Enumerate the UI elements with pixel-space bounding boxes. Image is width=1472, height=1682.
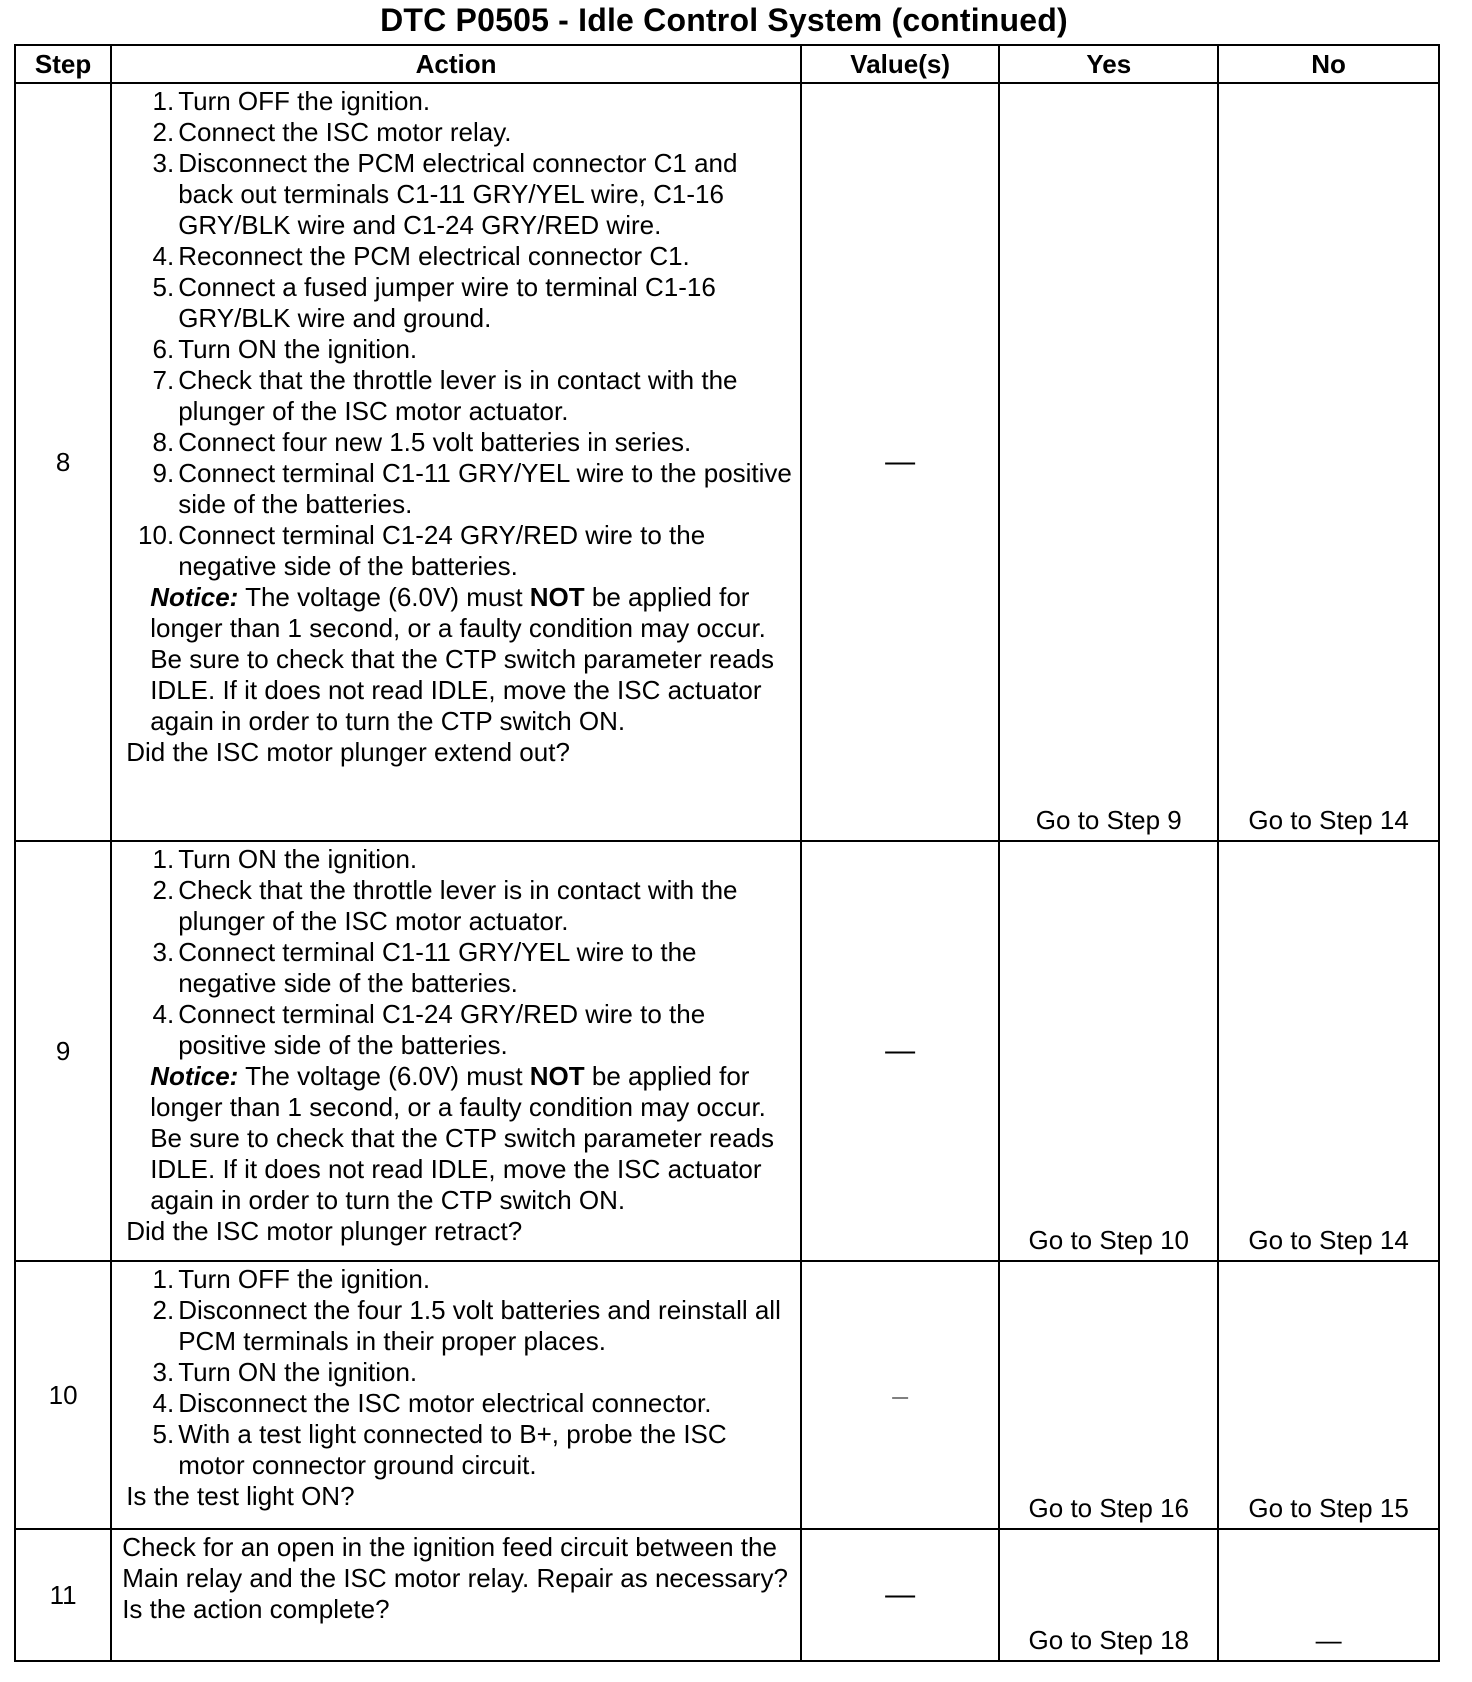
action-step: 4. Disconnect the ISC motor electrical connector. xyxy=(152,1388,712,1418)
step-number: 11 xyxy=(15,1529,111,1661)
action-step: 9. Connect terminal C1-11 GRY/YEL wire to the positive side of the batteries. xyxy=(152,458,792,519)
step-number: 9 xyxy=(15,841,111,1261)
question-text: Did the ISC motor plunger extend out? xyxy=(126,737,570,767)
action-steps xyxy=(126,844,792,1061)
notice-text: Notice: The voltage (6.0V) must NOT be applied for longer than 1 second, or a faulty condition may occur. Be sure to check that the CTP switch parameter reads IDLE. If it does not read IDLE, move the ISC actuator again in order to turn the CTP switch ON. xyxy=(150,582,775,736)
value-cell: — xyxy=(801,1261,1000,1529)
diagnostic-table xyxy=(14,44,1440,1662)
value-cell: — xyxy=(801,83,1000,841)
yes-link[interactable]: Go to Step 9 xyxy=(999,83,1218,841)
action-step: 6. Turn ON the ignition. xyxy=(152,334,418,364)
action-step: 2. Connect the ISC motor relay. xyxy=(152,117,512,147)
action-step: 1. Turn OFF the ignition. xyxy=(152,1264,431,1294)
action-step: 3. Connect terminal C1-11 GRY/YEL wire to the negative side of the batteries. xyxy=(152,937,697,998)
notice-text: Notice: The voltage (6.0V) must NOT be applied for longer than 1 second, or a faulty condition may occur. Be sure to check that the CTP switch parameter reads IDLE. If it does not read IDLE, move the ISC actuator again in order to turn the CTP switch ON. xyxy=(150,1061,775,1215)
action-step: 3. Disconnect the PCM electrical connector C1 and back out terminals C1-11 GRY/YEL wire, C1-16 GRY/BLK wire and C1-24 GRY/RED wire. xyxy=(152,148,738,240)
action-text: Check for an open in the ignition feed circuit between the Main relay and the ISC motor relay. Repair as necessary? xyxy=(122,1532,788,1593)
no-value: — xyxy=(1218,1529,1439,1661)
action-step: 2. Check that the throttle lever is in contact with the plunger of the ISC motor actuator. xyxy=(152,875,738,936)
col-header-step: Step xyxy=(15,45,111,83)
action-step: 10. Connect terminal C1-24 GRY/RED wire to the negative side of the batteries. xyxy=(138,520,706,581)
action-step: 1. Turn ON the ignition. xyxy=(152,844,418,874)
action-cell xyxy=(111,83,801,841)
action-step: 4. Reconnect the PCM electrical connector C1. xyxy=(152,241,690,271)
yes-link[interactable]: Go to Step 16 xyxy=(999,1261,1218,1529)
col-header-values: Value(s) xyxy=(801,45,1000,83)
page-title: DTC P0505 - Idle Control System (continued) xyxy=(380,2,1068,38)
action-step: 1. Turn OFF the ignition. xyxy=(152,86,431,116)
action-steps xyxy=(126,86,792,582)
action-step: 5. With a test light connected to B+, probe the ISC motor connector ground circuit. xyxy=(152,1419,727,1480)
question-text: Is the action complete? xyxy=(122,1594,390,1624)
col-header-no: No xyxy=(1218,45,1439,83)
yes-link[interactable]: Go to Step 18 xyxy=(999,1529,1218,1661)
value-cell: — xyxy=(801,841,1000,1261)
value-cell: — xyxy=(801,1529,1000,1661)
table-row xyxy=(15,1261,1439,1529)
no-link[interactable]: Go to Step 14 xyxy=(1218,83,1439,841)
action-step: 3. Turn ON the ignition. xyxy=(152,1357,418,1387)
action-cell xyxy=(111,841,801,1261)
action-step: 5. Connect a fused jumper wire to terminal C1-16 GRY/BLK wire and ground. xyxy=(152,272,716,333)
action-step: 2. Disconnect the four 1.5 volt batteries and reinstall all PCM terminals in their proper places. xyxy=(152,1295,781,1356)
yes-link[interactable]: Go to Step 10 xyxy=(999,841,1218,1261)
action-step: 7. Check that the throttle lever is in contact with the plunger of the ISC motor actuator. xyxy=(152,365,738,426)
action-step: 4. Connect terminal C1-24 GRY/RED wire to the positive side of the batteries. xyxy=(152,999,706,1060)
action-step: 8. Connect four new 1.5 volt batteries in series. xyxy=(152,427,692,457)
no-link[interactable]: Go to Step 14 xyxy=(1218,841,1439,1261)
table-row xyxy=(15,841,1439,1261)
action-steps xyxy=(126,1264,792,1481)
col-header-yes: Yes xyxy=(999,45,1218,83)
table-row xyxy=(15,83,1439,841)
col-header-action: Action xyxy=(111,45,801,83)
step-number: 10 xyxy=(15,1261,111,1529)
action-cell xyxy=(111,1529,801,1661)
table-row xyxy=(15,1529,1439,1661)
header-row xyxy=(15,45,1439,83)
question-text: Did the ISC motor plunger retract? xyxy=(126,1216,523,1246)
no-link[interactable]: Go to Step 15 xyxy=(1218,1261,1439,1529)
step-number: 8 xyxy=(15,83,111,841)
action-cell xyxy=(111,1261,801,1529)
question-text: Is the test light ON? xyxy=(126,1481,355,1511)
